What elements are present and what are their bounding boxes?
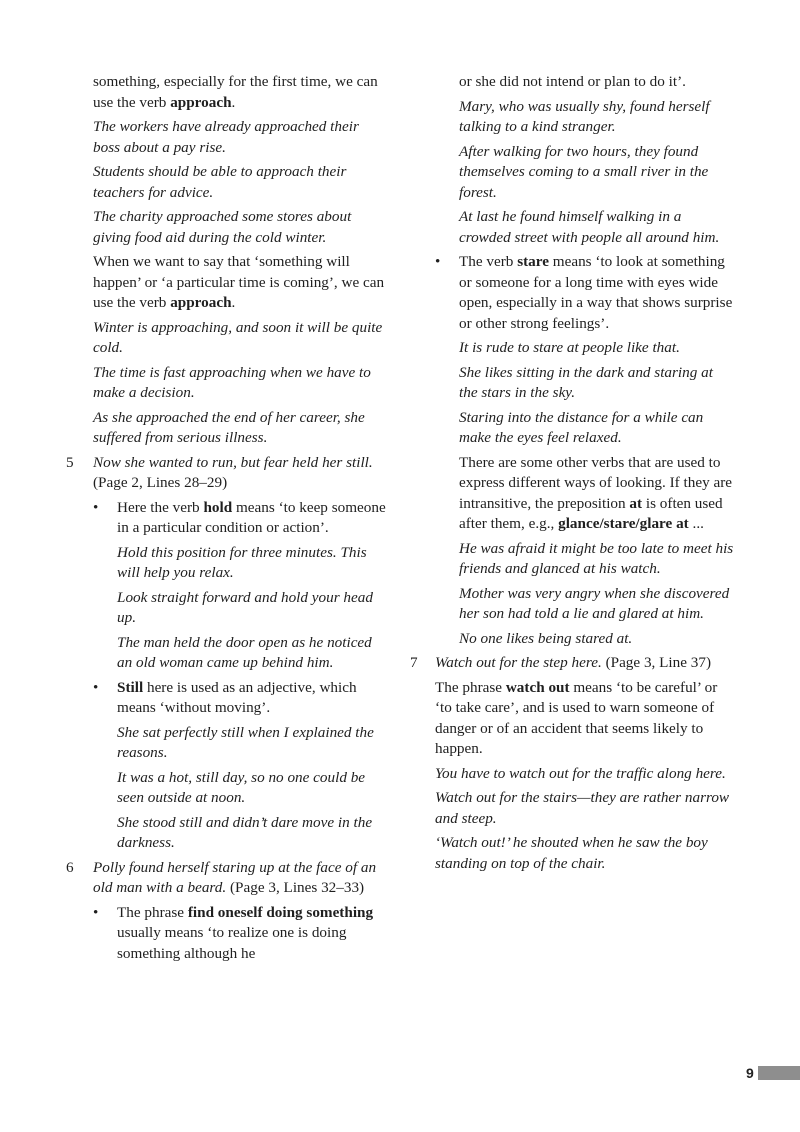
example-sentence: Hold this position for three minutes. This will help you relax. — [117, 543, 367, 581]
page-number: 9 — [746, 1065, 754, 1081]
example-sentence: He was afraid it might be too late to meet his friends and glanced at his watch. — [459, 539, 734, 577]
page-footer — [746, 1065, 800, 1081]
bullet-icon: • — [93, 678, 99, 696]
numbered-item-5: 5 Now she wanted to run, but fear held her still. (Page 2, Lines 28–29) — [66, 453, 373, 491]
bullet-icon: • — [93, 498, 99, 516]
example-sentence: ‘Watch out!’ he shouted when he saw the boy standing on top of the chair. — [435, 834, 708, 872]
item-number: 6 — [66, 858, 74, 876]
example-sentence: She likes sitting in the dark and staring at the stars in the sky. — [459, 363, 713, 401]
example-sentence: As she approached the end of her career, she suffered from serious illness. — [93, 408, 365, 446]
explanation-paragraph: The phrase watch out means ‘to be careful’ or ‘to take care’, and is used to warn someone of danger or of an accident that seems likely to happen. — [435, 678, 718, 757]
example-sentence: The time is fast approaching when we have to make a decision. — [93, 363, 371, 401]
left-column — [66, 72, 386, 968]
example-sentence: It is rude to stare at people like that. — [459, 339, 680, 356]
example-sentence: Mary, who was usually shy, found herself talking to a kind stranger. — [459, 97, 710, 135]
item-number: 5 — [66, 453, 74, 471]
example-sentence: Look straight forward and hold your head up. — [117, 588, 373, 626]
item-number: 7 — [410, 654, 418, 671]
example-sentence: Staring into the distance for a while can make the eyes feel relaxed. — [459, 408, 704, 446]
intro-paragraph: something, especially for the first time, we can use the verb approach. — [93, 73, 378, 111]
explanation-paragraph: There are some other verbs that are used to express different ways of looking. If they are intransitive, the preposition at is often used after them, e.g., glance/stare/glare at ... — [459, 453, 733, 532]
bullet-point: • Still here is used as an adjective, which means ‘without moving’. — [93, 678, 357, 716]
example-sentence: The man held the door open as he noticed an old woman came up behind him. — [117, 633, 372, 671]
numbered-item-7: 7 Watch out for the step here. (Page 3, Line 37) — [410, 653, 735, 674]
explanation-paragraph: When we want to say that ‘something will happen’ or ‘a particular time is coming’, we can use the verb approach. — [93, 253, 385, 311]
example-sentence: Watch out for the stairs—they are rather narrow and steep. — [435, 789, 730, 827]
example-sentence: No one likes being stared at. — [459, 629, 633, 647]
example-sentence: It was a hot, still day, so no one could be seen outside at noon. — [117, 768, 366, 806]
example-sentence: The charity approached some stores about giving food aid during the cold winter. — [93, 208, 352, 246]
example-sentence: At last he found himself walking in a crowded street with people all around him. — [459, 208, 720, 246]
continued-text: or she did not intend or plan to do it’. — [459, 73, 686, 90]
bullet-point: • The phrase find oneself doing something usually means ‘to realize one is doing something although he — [93, 903, 374, 962]
example-sentence: You have to watch out for the traffic along here. — [435, 764, 726, 782]
example-sentence: She stood still and didn’t dare move in the darkness. — [117, 813, 373, 851]
example-sentence: After walking for two hours, they found themselves coming to a small river in the forest. — [459, 142, 709, 201]
bullet-point: • Here the verb hold means ‘to keep someone in a particular condition or action’. — [93, 498, 386, 536]
right-column — [410, 72, 735, 878]
example-sentence: Mother was very angry when she discovered her son had told a lie and glared at him. — [459, 584, 730, 622]
example-sentence: She sat perfectly still when I explained the reasons. — [117, 723, 374, 761]
bullet-icon: • — [435, 253, 441, 270]
numbered-item-6: 6 Polly found herself staring up at the face of an old man with a beard. (Page 3, Lines 32–33) — [66, 858, 377, 896]
bullet-point: • The verb stare means ‘to look at something or someone for a long time with eyes wide open, especially in a way that shows surprise or other strong feelings’. — [435, 253, 733, 332]
bullet-icon: • — [93, 903, 99, 921]
example-sentence: Winter is approaching, and soon it will be quite cold. — [93, 318, 383, 356]
example-sentence: The workers have already approached their boss about a pay rise. — [93, 118, 359, 156]
example-sentence: Students should be able to approach their teachers for advice. — [93, 163, 347, 201]
page-tab-bar — [758, 1066, 800, 1080]
